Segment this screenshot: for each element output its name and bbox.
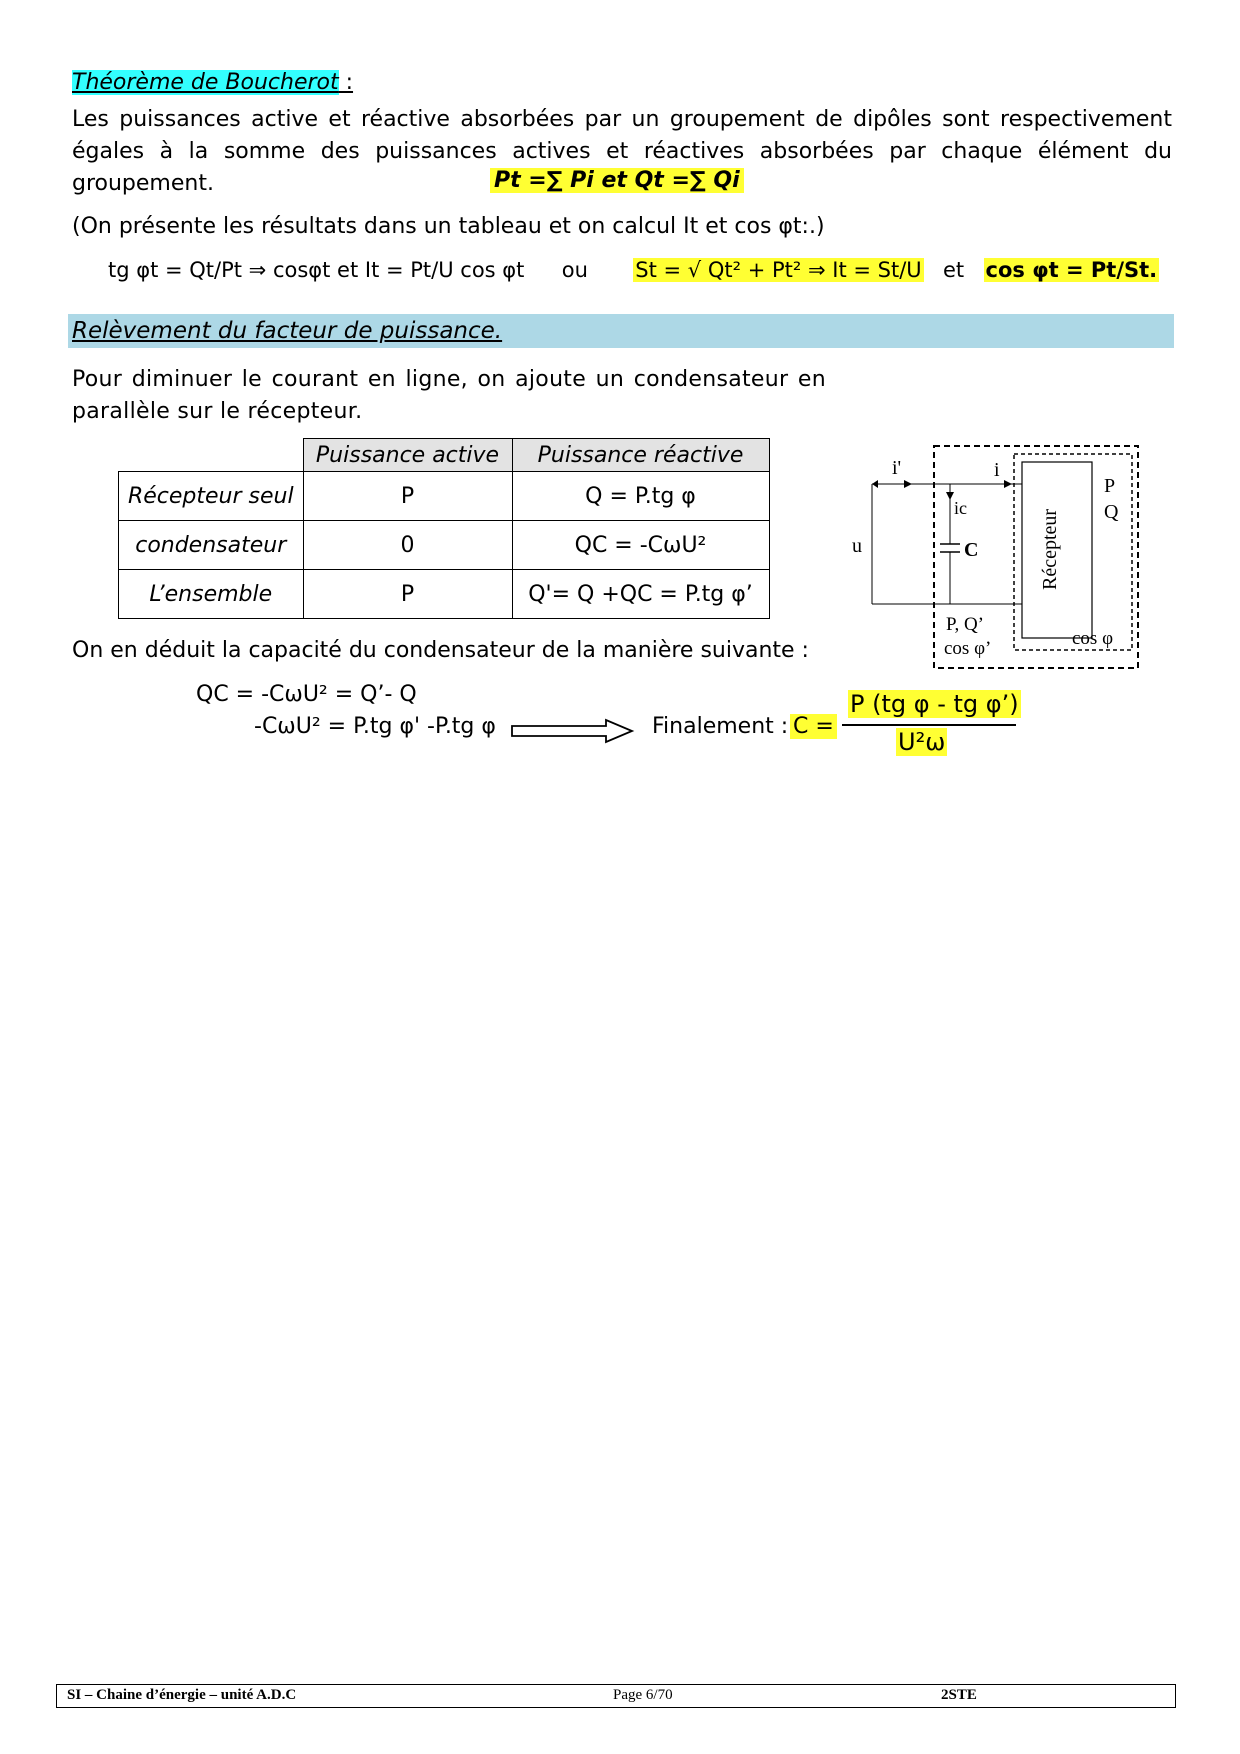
formula-et: et — [943, 258, 965, 282]
finally-label: Finalement : — [652, 714, 789, 739]
equation-2: -CωU² = P.tg φ' -P.tg φ — [254, 714, 496, 739]
u-arrow — [872, 480, 878, 488]
pq-prime-label: P, Q’ — [946, 614, 985, 635]
table-row-label: L’ensemble — [119, 570, 304, 619]
c-label: C — [964, 539, 979, 561]
table-cell: P — [303, 570, 512, 619]
fraction-bar — [842, 724, 1016, 726]
footer-page-number: Page 6/70 — [613, 1687, 673, 1703]
theorem-note: (On présente les résultats dans un tableau et on calcul It et cos φt:.) — [72, 214, 825, 239]
page-footer — [56, 1684, 1176, 1708]
i-label: i — [994, 459, 1000, 481]
table-cell: P — [303, 472, 512, 521]
formula-ou: ou — [561, 258, 588, 282]
q-label: Q — [1104, 501, 1119, 523]
table-row — [119, 472, 770, 521]
section-title: Relèvement du facteur de puissance. — [72, 318, 503, 344]
deduction-intro: On en déduit la capacité du condensateur de la manière suivante : — [72, 638, 809, 663]
theorem-formula: Pt =∑ Pi et Qt =∑ Qi — [490, 168, 744, 193]
cos-phi-label: cos φ — [1072, 628, 1114, 649]
formula-cos: cos φt = Pt/St. — [985, 258, 1158, 282]
circuit-diagram — [850, 440, 1150, 680]
fraction-numerator: P (tg φ - tg φ’) — [850, 690, 1019, 718]
table-cell: Q'= Q +QC = P.tg φ’ — [512, 570, 769, 619]
theorem-title-colon: : — [338, 70, 354, 95]
table-row-label: Récepteur seul — [119, 472, 304, 521]
power-table — [118, 438, 770, 619]
footer-left: SI – Chaine d’énergie – unité A.D.C — [67, 1687, 297, 1703]
table-row — [119, 521, 770, 570]
capacitance-label: C = — [790, 714, 837, 739]
table-header-active: Puissance active — [303, 439, 512, 472]
table-cell: 0 — [303, 521, 512, 570]
table-row-label: condensateur — [119, 521, 304, 570]
i-arrow — [1004, 480, 1012, 488]
table-cell: Q = P.tg φ — [512, 472, 769, 521]
ic-label: ic — [954, 498, 967, 518]
right-arrow-icon — [510, 718, 636, 744]
cos-phi-prime-label: cos φ’ — [944, 638, 992, 659]
table-row — [119, 570, 770, 619]
theorem-body: Les puissances active et réactive absorbées par un groupement de dipôles sont respectivement égales à la somme des puissances actives et réactives absorbées par chaque élément du groupement. — [72, 107, 1172, 196]
table-header-reactive: Puissance réactive — [512, 439, 769, 472]
i-prime-label: i' — [892, 457, 902, 479]
section-intro: Pour diminuer le courant en ligne, on ajoute un condensateur en parallèle sur le récepteur. — [72, 367, 826, 424]
theorem-title — [72, 70, 353, 95]
formula-tg: tg φt = Qt/Pt ⇒ cosφt et It = Pt/U cos φt — [108, 258, 525, 282]
u-label: u — [852, 535, 862, 557]
equation-1: QC = -CωU² = Q’- Q — [196, 682, 417, 707]
formula-line — [108, 258, 1159, 282]
table-corner — [119, 439, 304, 472]
fraction-denominator: U²ω — [898, 728, 946, 756]
table-cell: QC = -CωU² — [512, 521, 769, 570]
i-prime-arrow — [904, 480, 912, 488]
formula-st: St = √ Qt² + Pt² ⇒ It = St/U — [635, 258, 922, 282]
theorem-title-text: Théorème de Boucherot — [72, 70, 339, 95]
receiver-label: Récepteur — [1039, 508, 1061, 590]
ic-arrow — [946, 492, 954, 500]
p-label: P — [1104, 475, 1116, 497]
footer-right: 2STE — [941, 1687, 977, 1703]
